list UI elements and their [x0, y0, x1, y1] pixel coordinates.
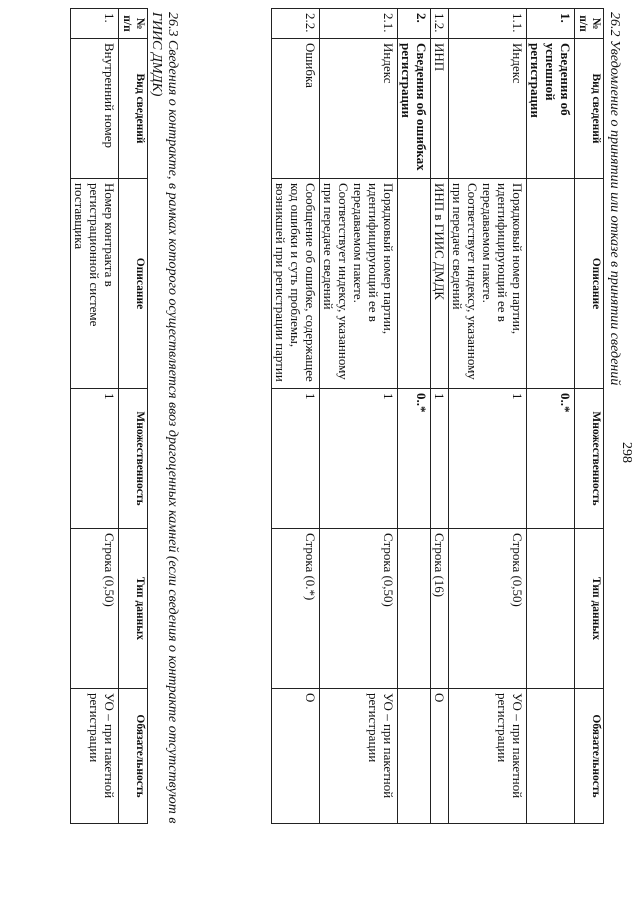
table-header-row — [575, 9, 604, 824]
cell-num: 1. — [71, 9, 119, 39]
cell-mult: 0..* — [527, 389, 575, 529]
col-header-num: № п/п — [119, 9, 148, 39]
cell-mult: 1 — [431, 389, 449, 529]
col-header-mult: Множественность — [575, 389, 604, 529]
cell-req: О — [431, 689, 449, 824]
cell-desc — [527, 179, 575, 389]
col-header-kind: Вид сведений — [575, 39, 604, 179]
cell-num: 2.2. — [272, 9, 320, 39]
cell-type — [527, 529, 575, 689]
table-header-row — [119, 9, 148, 824]
col-header-type: Тип данных — [575, 529, 604, 689]
cell-num: 2.1. — [320, 9, 398, 39]
cell-num: 1.1. — [449, 9, 527, 39]
col-header-num: № п/п — [575, 9, 604, 39]
table-row — [272, 9, 320, 824]
cell-type: Строка (16) — [431, 529, 449, 689]
col-header-mult: Множественность — [119, 389, 148, 529]
table-contract-info — [70, 8, 148, 824]
table-acceptance-notice — [271, 8, 604, 824]
cell-type — [398, 529, 431, 689]
table-row — [320, 9, 398, 824]
cell-req: УО – при пакетной регистрации — [320, 689, 398, 824]
cell-req — [527, 689, 575, 824]
cell-kind: Индекс — [449, 39, 527, 179]
cell-num: 2. — [398, 9, 431, 39]
section-heading-26-3: 26.3 Сведения о контракте, в рамках которого осуществляется ввоз драгоценных камней (если сведения о контракте отсутствуют в ГИИС ДМДК) — [149, 12, 180, 824]
cell-kind: Ошибка — [272, 39, 320, 179]
col-header-desc: Описание — [119, 179, 148, 389]
cell-kind: Внутренний номер — [71, 39, 119, 179]
table-row — [449, 9, 527, 824]
cell-req — [398, 689, 431, 824]
cell-desc — [398, 179, 431, 389]
cell-kind: ИНП — [431, 39, 449, 179]
cell-kind: Сведения об успешной регистрации — [527, 39, 575, 179]
cell-req: УО – при пакетной регистрации — [449, 689, 527, 824]
cell-num: 1. — [527, 9, 575, 39]
cell-req: УО – при пакетной регистрации — [71, 689, 119, 824]
cell-desc: Сообщение об ошибке, содержащее код ошибки и суть проблемы, возникшей при регистрации партии — [272, 179, 320, 389]
cell-desc: Номер контракта в регистрационной системе поставщика — [71, 179, 119, 389]
cell-mult: 1 — [320, 389, 398, 529]
cell-kind: Индекс — [320, 39, 398, 179]
cell-mult: 1 — [272, 389, 320, 529]
table-group-row — [398, 9, 431, 824]
cell-mult: 1 — [449, 389, 527, 529]
cell-desc: Порядковый номер партии, идентифицирующий ее в передаваемом пакете. Соответствует индексу, указанному при передаче сведений — [449, 179, 527, 389]
cell-desc: Порядковый номер партии, идентифицирующий ее в передаваемом пакете. Соответствует индексу, указанному при передаче сведений — [320, 179, 398, 389]
cell-mult: 0..* — [398, 389, 431, 529]
cell-type: Строка (0.*) — [272, 529, 320, 689]
cell-req: О — [272, 689, 320, 824]
cell-type: Строка (0,50) — [449, 529, 527, 689]
cell-type: Строка (0,50) — [320, 529, 398, 689]
table-row — [431, 9, 449, 824]
table-row — [71, 9, 119, 824]
col-header-desc: Описание — [575, 179, 604, 389]
cell-kind: Сведения об ошибках регистрации — [398, 39, 431, 179]
section-heading-26-2: 26.2 Уведомление о принятии или отказе в принятии сведений — [607, 12, 622, 386]
cell-desc: ИНП в ГИИС ДМДК — [431, 179, 449, 389]
col-header-kind: Вид сведений — [119, 39, 148, 179]
col-header-type: Тип данных — [119, 529, 148, 689]
cell-type: Строка (0,50) — [71, 529, 119, 689]
col-header-req: Обязательность — [575, 689, 604, 824]
cell-num: 1.2. — [431, 9, 449, 39]
table-group-row — [527, 9, 575, 824]
page-number: 298 — [619, 442, 634, 463]
cell-mult: 1 — [71, 389, 119, 529]
col-header-req: Обязательность — [119, 689, 148, 824]
